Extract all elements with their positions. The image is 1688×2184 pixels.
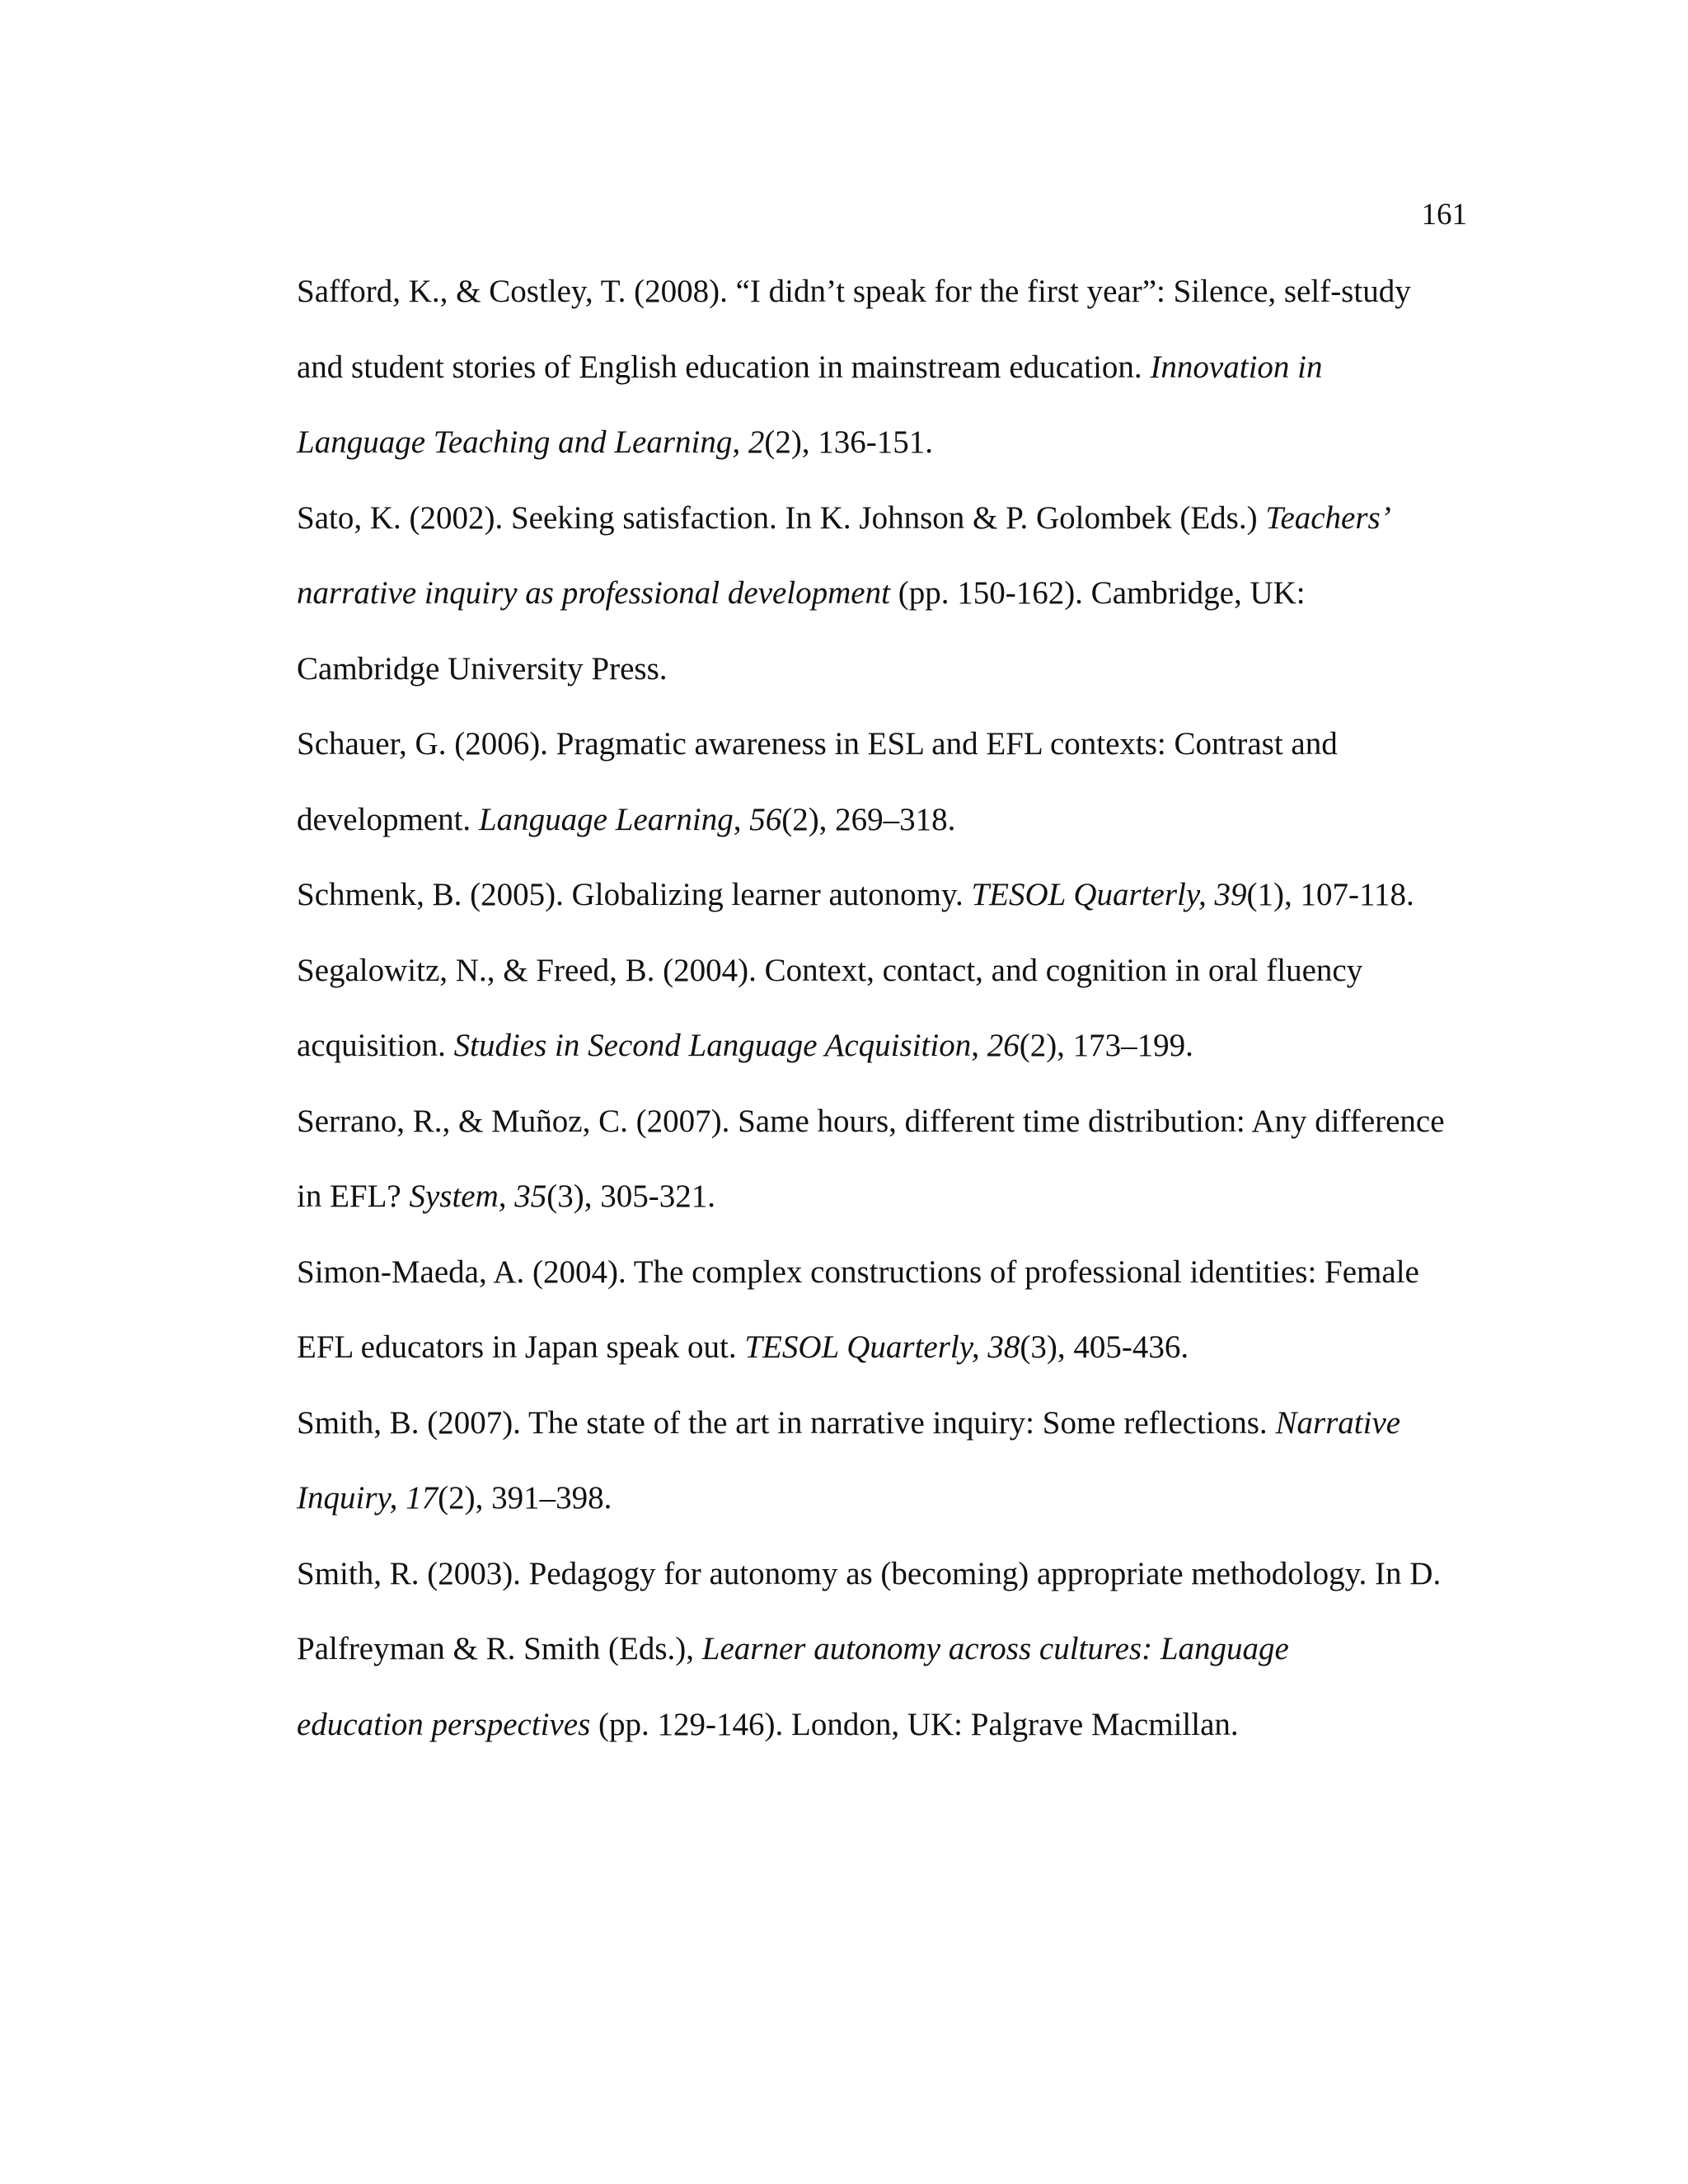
reference-entry bbox=[297, 1536, 1484, 1763]
reference-italic-text: Narrative bbox=[1275, 1404, 1401, 1441]
reference-text: (3), 405-436. bbox=[1020, 1329, 1189, 1365]
reference-line bbox=[297, 1008, 1484, 1084]
reference-entry bbox=[297, 857, 1484, 933]
reference-italic-text: Innovation in bbox=[1150, 349, 1323, 385]
reference-text: (pp. 129-146). London, UK: Palgrave Macmillan. bbox=[590, 1706, 1239, 1742]
reference-line bbox=[297, 480, 1484, 556]
reference-text: EFL educators in Japan speak out. bbox=[297, 1329, 745, 1365]
reference-text: (2), 391–398. bbox=[438, 1480, 612, 1516]
reference-text: Palfreyman & R. Smith (Eds.), bbox=[297, 1631, 702, 1666]
reference-italic-text: 26 bbox=[987, 1028, 1020, 1063]
reference-line bbox=[297, 1310, 1484, 1385]
reference-line bbox=[297, 254, 1484, 330]
reference-entry bbox=[297, 254, 1484, 480]
reference-line bbox=[297, 933, 1484, 1009]
reference-line bbox=[297, 706, 1484, 782]
reference-entry bbox=[297, 1084, 1484, 1235]
reference-text: development. bbox=[297, 801, 479, 837]
reference-text: Sato, K. (2002). Seeking satisfaction. In K. Johnson & P. Golombek (Eds.) bbox=[297, 499, 1266, 536]
reference-entry bbox=[297, 933, 1484, 1084]
reference-text: (2), 173–199. bbox=[1019, 1028, 1193, 1063]
reference-line bbox=[297, 782, 1484, 858]
reference-line bbox=[297, 1385, 1484, 1461]
reference-italic-text: narrative inquiry as professional development bbox=[297, 575, 890, 611]
reference-italic-text: TESOL Quarterly, 38 bbox=[744, 1329, 1020, 1365]
reference-line bbox=[297, 1611, 1484, 1687]
reference-text: and student stories of English education in mainstream education. bbox=[297, 349, 1151, 385]
reference-italic-text: Teachers’ bbox=[1265, 499, 1391, 536]
reference-italic-text: System, 35 bbox=[409, 1179, 547, 1214]
page-number: 161 bbox=[1421, 198, 1467, 232]
reference-text: , bbox=[971, 1028, 987, 1063]
reference-italic-text: 56 bbox=[749, 801, 782, 837]
reference-text: Schauer, G. (2006). Pragmatic awareness in ESL and EFL contexts: Contrast and bbox=[297, 726, 1338, 762]
reference-text: (3), 305-321. bbox=[546, 1179, 716, 1214]
reference-text: (pp. 150-162). Cambridge, UK: bbox=[889, 575, 1306, 611]
reference-italic-text: Language Teaching and Learning, 2 bbox=[297, 424, 765, 460]
reference-text: acquisition. bbox=[297, 1028, 454, 1063]
reference-text: (2), 269–318. bbox=[781, 801, 956, 837]
reference-text: Smith, R. (2003). Pedagogy for autonomy as (becoming) appropriate methodology. In D. bbox=[297, 1555, 1442, 1591]
reference-entry bbox=[297, 480, 1484, 707]
reference-entry bbox=[297, 706, 1484, 857]
reference-italic-text: Studies in Second Language Acquisition bbox=[453, 1028, 972, 1063]
reference-line bbox=[297, 1159, 1484, 1235]
reference-text: (1), 107-118. bbox=[1246, 877, 1414, 912]
reference-text: Simon-Maeda, A. (2004). The complex constructions of professional identities: Female bbox=[297, 1254, 1419, 1290]
reference-italic-text: TESOL Quarterly, 39 bbox=[971, 877, 1247, 912]
reference-text: Serrano, R., & Muñoz, C. (2007). Same hours, different time distribution: Any difference bbox=[297, 1103, 1445, 1139]
reference-text: , bbox=[733, 801, 750, 837]
reference-line bbox=[297, 330, 1484, 405]
reference-line bbox=[297, 1460, 1484, 1536]
reference-text: in EFL? bbox=[297, 1179, 410, 1214]
reference-text: Segalowitz, N., & Freed, B. (2004). Context, contact, and cognition in oral fluency bbox=[297, 952, 1363, 988]
reference-text: Safford, K., & Costley, T. (2008). “I didn’t speak for the first year”: Silence, self-study bbox=[297, 274, 1411, 309]
reference-text: Schmenk, B. (2005). Globalizing learner autonomy. bbox=[297, 877, 972, 912]
reference-line bbox=[297, 405, 1484, 480]
reference-italic-text: education perspectives bbox=[297, 1706, 591, 1742]
reference-entry bbox=[297, 1235, 1484, 1385]
reference-line bbox=[297, 1536, 1484, 1612]
reference-line bbox=[297, 631, 1484, 707]
reference-text: Smith, B. (2007). The state of the art in narrative inquiry: Some reflections. bbox=[297, 1404, 1276, 1441]
reference-text: (2), 136-151. bbox=[764, 424, 934, 460]
reference-line bbox=[297, 555, 1484, 631]
reference-italic-text: Language Learning bbox=[478, 801, 734, 837]
reference-line bbox=[297, 1235, 1484, 1310]
reference-text: Cambridge University Press. bbox=[297, 650, 668, 687]
reference-list bbox=[297, 254, 1484, 1762]
reference-italic-text: Inquiry, 17 bbox=[297, 1480, 438, 1516]
reference-entry bbox=[297, 1385, 1484, 1536]
reference-italic-text: Learner autonomy across cultures: Language bbox=[701, 1631, 1289, 1666]
reference-line bbox=[297, 857, 1484, 933]
reference-line bbox=[297, 1687, 1484, 1763]
reference-line bbox=[297, 1084, 1484, 1160]
